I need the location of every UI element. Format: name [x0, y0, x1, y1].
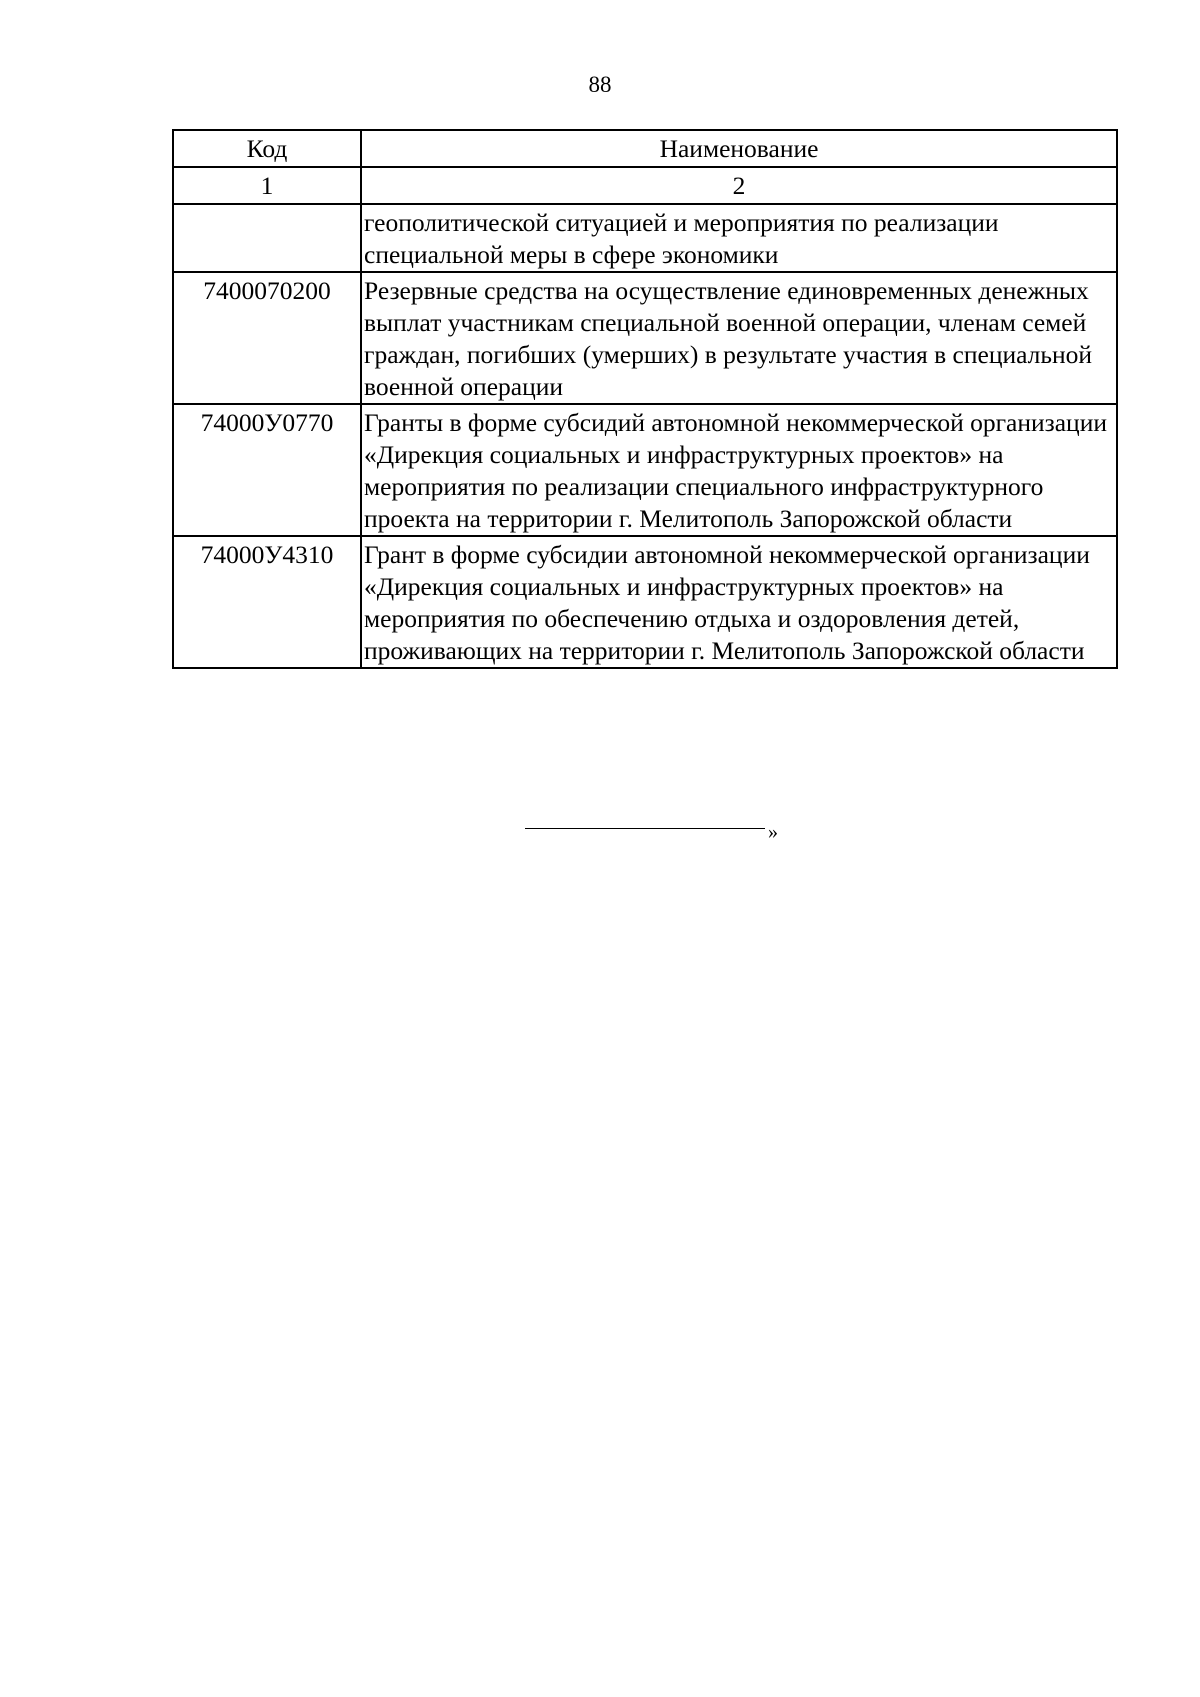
table-row — [173, 536, 1117, 668]
row-code: 7400070200 — [173, 272, 361, 404]
column-number-row — [173, 167, 1117, 204]
page-number: 88 — [588, 72, 612, 97]
header-name: Наименование — [361, 130, 1117, 167]
closing-quote-mark: » — [768, 821, 778, 843]
row-name: геополитической ситуацией и мероприятия по реализации специальной меры в сфере экономики — [361, 204, 1117, 272]
table-row — [173, 204, 1117, 272]
row-name: Гранты в форме субсидий автономной некоммерческой организации «Дирекция социальных и инфраструктурных проектов» на мероприятия по реализации специального инфраструктурного проекта на территории г. Мелитополь Запорожской области — [361, 404, 1117, 536]
row-name: Грант в форме субсидии автономной некоммерческой организации «Дирекция социальных и инфраструктурных проектов» на мероприятия по обеспечению отдыха и оздоровления детей, проживающих на территории г. Мелитополь Запорожской области — [361, 536, 1117, 668]
row-name: Резервные средства на осуществление единовременных денежных выплат участникам специальной военной операции, членам семей граждан, погибших (умерших) в результате участия в специальной военной операции — [361, 272, 1117, 404]
table-row — [173, 404, 1117, 536]
row-code: 74000У4310 — [173, 536, 361, 668]
column-number-1: 1 — [173, 167, 361, 204]
column-number-2: 2 — [361, 167, 1117, 204]
budget-codes-table — [172, 129, 1118, 669]
header-code: Код — [173, 130, 361, 167]
table-header-row — [173, 130, 1117, 167]
closing-rule — [525, 828, 765, 829]
table-row — [173, 272, 1117, 404]
row-code: 74000У0770 — [173, 404, 361, 536]
row-code — [173, 204, 361, 272]
